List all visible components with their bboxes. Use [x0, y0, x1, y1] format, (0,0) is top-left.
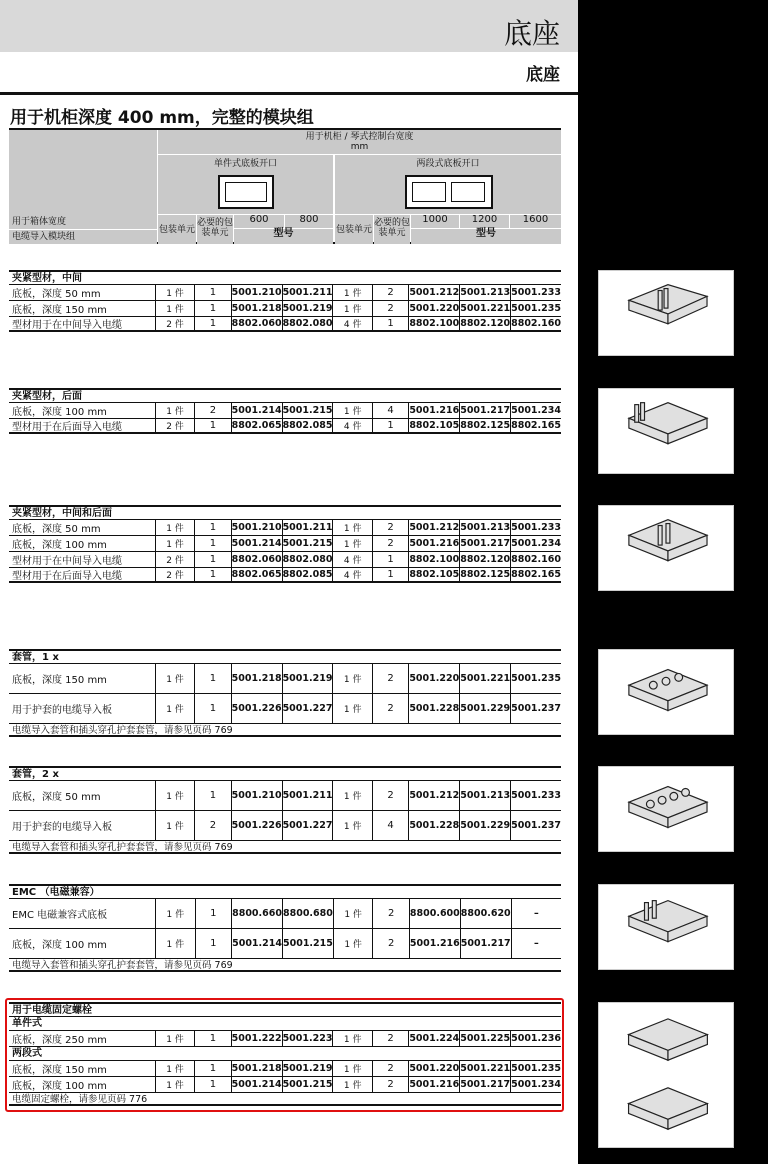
model-600: 5001.226	[231, 694, 282, 723]
req-qty: 2	[372, 929, 409, 958]
row-desc: 底板，深度 150 mm	[12, 1065, 107, 1076]
model-1600: 5001.233	[511, 522, 561, 533]
model-1600: 8802.160	[511, 554, 561, 565]
table-row	[9, 693, 561, 723]
model-1000: 5001.220	[409, 1063, 460, 1074]
model-1200: 5001.217	[460, 405, 511, 416]
model-1000: 5001.228	[408, 811, 459, 840]
model-1200: 5001.213	[459, 781, 510, 810]
pack-qty: 1 件	[155, 664, 194, 693]
req-qty: 2	[372, 1061, 408, 1076]
model-800: 5001.219	[282, 303, 333, 314]
model-1000: 8802.105	[409, 420, 460, 431]
double-opening-label: 两段式底板开口	[416, 159, 480, 169]
req-qty: 2	[372, 285, 408, 300]
model-600: 5001.214	[231, 538, 282, 549]
model-1600: –	[511, 929, 561, 958]
pack-qty: 1 件	[333, 929, 372, 958]
table-row	[9, 567, 561, 583]
section-sleeve-2x	[9, 766, 561, 854]
table-row	[9, 316, 561, 332]
req-qty: 2	[372, 694, 408, 723]
row-desc: 型材用于在后面导入电缆	[12, 422, 122, 433]
req-qty: 2	[372, 1031, 408, 1046]
model-1600: 5001.233	[510, 781, 561, 810]
model-1000: 8802.105	[409, 569, 460, 580]
section-title: 用于电缆固定螺栓	[9, 1002, 561, 1016]
model-600: 5001.210	[231, 781, 282, 810]
model-800: 5001.211	[282, 287, 333, 298]
row-desc: 型材用于在中间导入电缆	[12, 320, 122, 331]
model-600: 8800.660	[231, 899, 282, 928]
table-row	[9, 284, 561, 300]
pack-qty: 1 件	[155, 1031, 194, 1046]
model-1000: 5001.216	[409, 1079, 460, 1090]
model-1200: 5001.221	[459, 664, 510, 693]
model-800: 5001.219	[282, 1063, 333, 1074]
w1600-label: 1600	[510, 215, 561, 228]
model-1600: 5001.234	[511, 405, 561, 416]
req-qty: 1	[194, 419, 230, 432]
table-row	[9, 663, 561, 693]
model-1600: 5001.235	[510, 664, 561, 693]
req-qty: 2	[372, 536, 408, 551]
req-qty: 1	[194, 285, 230, 300]
row-desc: EMC 电磁兼容式底板	[12, 910, 108, 921]
pack-qty: 1 件	[155, 536, 194, 551]
section-title: 夹紧型材，中间	[9, 270, 561, 284]
model-1600: 5001.235	[511, 303, 561, 314]
pack-unit-label-2: 包装单元	[335, 215, 373, 244]
model-600: 5001.210	[231, 287, 282, 298]
req-qty: 1	[194, 301, 230, 316]
section-note: 电缆导入套管和插头穿孔护套套管，请参见页码 769	[9, 723, 561, 737]
row-desc: 型材用于在后面导入电缆	[12, 571, 122, 582]
pack-qty: 1 件	[332, 781, 371, 810]
section-subtitle: 底座	[526, 65, 560, 85]
model-1200: 5001.213	[460, 522, 511, 533]
pack-qty: 1 件	[332, 1077, 371, 1092]
product-image-sleeve-2x	[598, 766, 734, 852]
table-row	[9, 519, 561, 535]
row-desc: 底板，深度 50 mm	[12, 792, 101, 803]
req-qty: 4	[372, 403, 408, 418]
pack-qty: 1 件	[333, 899, 372, 928]
model-1200: 5001.225	[460, 1033, 511, 1044]
req-qty: 2	[372, 520, 408, 535]
table-row	[9, 810, 561, 840]
req-qty: 1	[194, 1031, 230, 1046]
req-qty: 1	[194, 1061, 230, 1076]
section-title: 套管，1 x	[9, 649, 561, 663]
section-title: 夹紧型材，中间和后面	[9, 505, 561, 519]
model-1000: 5001.216	[409, 405, 460, 416]
pack-qty: 1 件	[155, 929, 194, 958]
req-unit-label-2: 必要的包装单元	[374, 215, 410, 244]
req-qty: 1	[372, 552, 408, 567]
req-qty: 1	[195, 899, 232, 928]
pack-qty: 4 件	[332, 568, 371, 581]
req-qty: 1	[195, 929, 232, 958]
model-label-1: 型号	[234, 229, 333, 244]
pack-qty: 1 件	[155, 694, 194, 723]
model-600: 8802.060	[231, 318, 282, 329]
model-1200: 8802.125	[460, 569, 511, 580]
req-qty: 1	[194, 552, 230, 567]
pack-qty: 4 件	[332, 317, 371, 330]
req-qty: 1	[194, 694, 230, 723]
product-image-clamp-rear	[598, 388, 734, 474]
product-image-cable-bolt	[598, 1002, 734, 1148]
box-width-label: 用于箱体宽度	[9, 215, 157, 229]
table-row	[9, 418, 561, 434]
table-row	[9, 535, 561, 551]
model-800: 5001.211	[282, 522, 333, 533]
req-qty: 2	[372, 301, 408, 316]
width-label-cell	[158, 130, 561, 154]
row-desc: 型材用于在中间导入电缆	[12, 556, 122, 567]
product-image-emc	[598, 884, 734, 970]
req-qty: 2	[372, 664, 408, 693]
cable-module-label: 电缆导入模块组	[9, 230, 157, 244]
model-1600: 5001.235	[511, 1063, 561, 1074]
highlight-box	[5, 998, 564, 1112]
section-note: 电缆导入套管和插头穿孔护套套管，请参见页码 769	[9, 958, 561, 972]
model-1000: 5001.212	[409, 287, 460, 298]
model-1200: 5001.217	[460, 929, 511, 958]
req-qty: 2	[194, 403, 230, 418]
page-title: 底座	[503, 17, 560, 50]
model-1600: 8802.165	[511, 569, 561, 580]
model-800: 8802.085	[282, 420, 333, 431]
single-opening-label: 单件式底板开口	[213, 159, 277, 169]
pack-qty: 1 件	[332, 536, 371, 551]
model-1000: 5001.220	[409, 303, 460, 314]
req-qty: 2	[372, 899, 409, 928]
model-800: 5001.215	[282, 1079, 333, 1090]
req-qty: 2	[372, 781, 408, 810]
w800-label: 800	[285, 215, 333, 228]
section-title: EMC （电磁兼容）	[9, 884, 561, 898]
table-row	[9, 898, 561, 928]
model-800: 5001.227	[282, 694, 333, 723]
model-1600: 8802.160	[511, 318, 561, 329]
w1000-label: 1000	[411, 215, 459, 228]
pack-qty: 1 件	[155, 899, 194, 928]
model-1600: 5001.236	[511, 1033, 561, 1044]
model-600: 8802.065	[231, 420, 282, 431]
pack-qty: 1 件	[332, 811, 371, 840]
model-800: 5001.223	[282, 1033, 333, 1044]
width-unit: mm	[350, 142, 369, 152]
model-800: 8800.680	[282, 899, 333, 928]
req-unit-label-1: 必要的包装单元	[197, 215, 233, 244]
row-desc: 底板，深度 50 mm	[12, 289, 101, 300]
model-1200: 8800.620	[460, 899, 511, 928]
req-qty: 1	[194, 317, 230, 330]
req-qty: 1	[194, 781, 230, 810]
section-note: 电缆导入套管和插头穿孔护套套管，请参见页码 769	[9, 840, 561, 854]
req-qty: 2	[194, 811, 230, 840]
header-bar	[0, 0, 578, 52]
model-800: 8802.080	[282, 318, 333, 329]
model-label-2: 型号	[411, 229, 561, 244]
table-row	[9, 402, 561, 418]
section-sleeve-1x	[9, 649, 561, 737]
section-clamp-rear	[9, 388, 561, 434]
req-qty: 1	[194, 568, 230, 581]
model-800: 5001.215	[282, 929, 333, 958]
model-1000: 5001.216	[409, 929, 460, 958]
model-1200: 5001.229	[459, 811, 510, 840]
pack-qty: 1 件	[332, 285, 371, 300]
section-note: 电缆固定螺栓，请参见页码 776	[9, 1092, 561, 1106]
req-qty: 1	[194, 536, 230, 551]
section-emc	[9, 884, 561, 972]
model-1000: 5001.212	[408, 781, 459, 810]
model-1000: 8800.600	[409, 899, 460, 928]
model-1200: 5001.221	[460, 303, 511, 314]
req-qty: 1	[372, 568, 408, 581]
product-image-sleeve-1x	[598, 649, 734, 735]
model-1200: 8802.125	[460, 420, 511, 431]
pack-qty: 2 件	[155, 317, 194, 330]
req-qty: 1	[194, 664, 230, 693]
model-600: 5001.210	[231, 522, 282, 533]
pack-qty: 1 件	[332, 664, 371, 693]
product-image-clamp-middle-rear	[598, 505, 734, 591]
req-qty: 2	[372, 1077, 408, 1092]
model-1000: 5001.224	[409, 1033, 460, 1044]
model-800: 8802.080	[282, 554, 333, 565]
pack-qty: 1 件	[155, 1061, 194, 1076]
model-600: 5001.214	[231, 929, 282, 958]
model-600: 5001.226	[231, 811, 282, 840]
model-600: 5001.218	[231, 664, 282, 693]
pack-qty: 1 件	[332, 520, 371, 535]
section-title: 套管，2 x	[9, 766, 561, 780]
model-800: 8802.085	[282, 569, 333, 580]
section-clamp-middle-rear	[9, 505, 561, 583]
model-600: 5001.214	[231, 405, 282, 416]
pack-qty: 1 件	[155, 811, 194, 840]
pack-qty: 4 件	[332, 552, 371, 567]
model-1600: 8802.165	[511, 420, 561, 431]
row-desc: 底板，深度 100 mm	[12, 407, 107, 418]
model-800: 5001.219	[282, 664, 333, 693]
model-1200: 5001.229	[459, 694, 510, 723]
model-1000: 5001.228	[408, 694, 459, 723]
pack-qty: 1 件	[332, 694, 371, 723]
pack-qty: 1 件	[332, 1061, 371, 1076]
req-qty: 4	[372, 811, 408, 840]
pack-qty: 1 件	[332, 403, 371, 418]
row-desc: 底板，深度 100 mm	[12, 1081, 107, 1092]
model-1600: 5001.237	[510, 694, 561, 723]
model-1200: 5001.221	[460, 1063, 511, 1074]
table-header	[9, 128, 561, 244]
w1200-label: 1200	[460, 215, 509, 228]
req-qty: 1	[372, 317, 408, 330]
model-1200: 5001.213	[460, 287, 511, 298]
req-qty: 1	[194, 520, 230, 535]
width-label: 用于机柜 / 琴式控制台宽度	[305, 132, 414, 142]
model-800: 5001.211	[282, 781, 333, 810]
model-1000: 5001.212	[409, 522, 460, 533]
header-shade-left	[9, 130, 157, 218]
row-desc: 底板，深度 150 mm	[12, 305, 107, 316]
pack-qty: 1 件	[332, 301, 371, 316]
pack-qty: 1 件	[332, 1031, 371, 1046]
row-desc: 底板，深度 100 mm	[12, 540, 107, 551]
model-800: 5001.215	[282, 538, 333, 549]
table-row	[9, 928, 561, 958]
model-600: 8802.065	[231, 569, 282, 580]
row-desc: 底板，深度 150 mm	[12, 675, 107, 686]
table-row	[9, 551, 561, 567]
pack-qty: 1 件	[155, 781, 194, 810]
pack-qty: 1 件	[155, 301, 194, 316]
model-1000: 8802.100	[409, 554, 460, 565]
row-desc: 底板，深度 50 mm	[12, 524, 101, 535]
pack-qty: 1 件	[155, 403, 194, 418]
model-1000: 5001.220	[408, 664, 459, 693]
model-600: 8802.060	[231, 554, 282, 565]
req-qty: 1	[194, 1077, 230, 1092]
pack-qty: 1 件	[155, 520, 194, 535]
pack-qty: 2 件	[155, 568, 194, 581]
table-row	[9, 780, 561, 810]
model-600: 5001.222	[231, 1033, 282, 1044]
model-600: 5001.218	[231, 1063, 282, 1074]
model-1600: 5001.234	[511, 538, 561, 549]
product-image-clamp-middle	[598, 270, 734, 356]
model-1200: 8802.120	[460, 554, 511, 565]
subsection-single: 单件式	[9, 1016, 561, 1030]
row-desc: 底板，深度 100 mm	[12, 940, 107, 951]
model-800: 5001.227	[282, 811, 333, 840]
row-desc: 用于护套的电缆导入板	[12, 705, 112, 716]
row-desc: 底板，深度 250 mm	[12, 1035, 107, 1046]
model-800: 5001.215	[282, 405, 333, 416]
pack-qty: 1 件	[155, 1077, 194, 1092]
section-clamp-middle	[9, 270, 561, 332]
pack-qty: 1 件	[155, 285, 194, 300]
pack-qty: 2 件	[155, 419, 194, 432]
subsection-double: 两段式	[9, 1046, 561, 1060]
pack-qty: 2 件	[155, 552, 194, 567]
model-1000: 5001.216	[409, 538, 460, 549]
main-title: 用于机柜深度 400 mm，完整的模块组	[10, 108, 314, 128]
model-1200: 8802.120	[460, 318, 511, 329]
req-qty: 1	[372, 419, 408, 432]
model-600: 5001.218	[231, 303, 282, 314]
model-1600: –	[511, 899, 561, 928]
model-600: 5001.214	[231, 1079, 282, 1090]
model-1600: 5001.233	[511, 287, 561, 298]
model-1600: 5001.234	[511, 1079, 561, 1090]
model-1200: 5001.217	[460, 538, 511, 549]
table-row	[9, 300, 561, 316]
model-1200: 5001.217	[460, 1079, 511, 1090]
double-opening-icon	[405, 175, 493, 209]
row-desc: 用于护套的电缆导入板	[12, 822, 112, 833]
model-1000: 8802.100	[409, 318, 460, 329]
pack-unit-label-1: 包装单元	[158, 215, 196, 244]
model-1600: 5001.237	[510, 811, 561, 840]
header-rule	[0, 92, 578, 95]
pack-qty: 4 件	[332, 419, 371, 432]
w600-label: 600	[234, 215, 284, 228]
single-opening-icon	[218, 175, 274, 209]
section-title: 夹紧型材，后面	[9, 388, 561, 402]
